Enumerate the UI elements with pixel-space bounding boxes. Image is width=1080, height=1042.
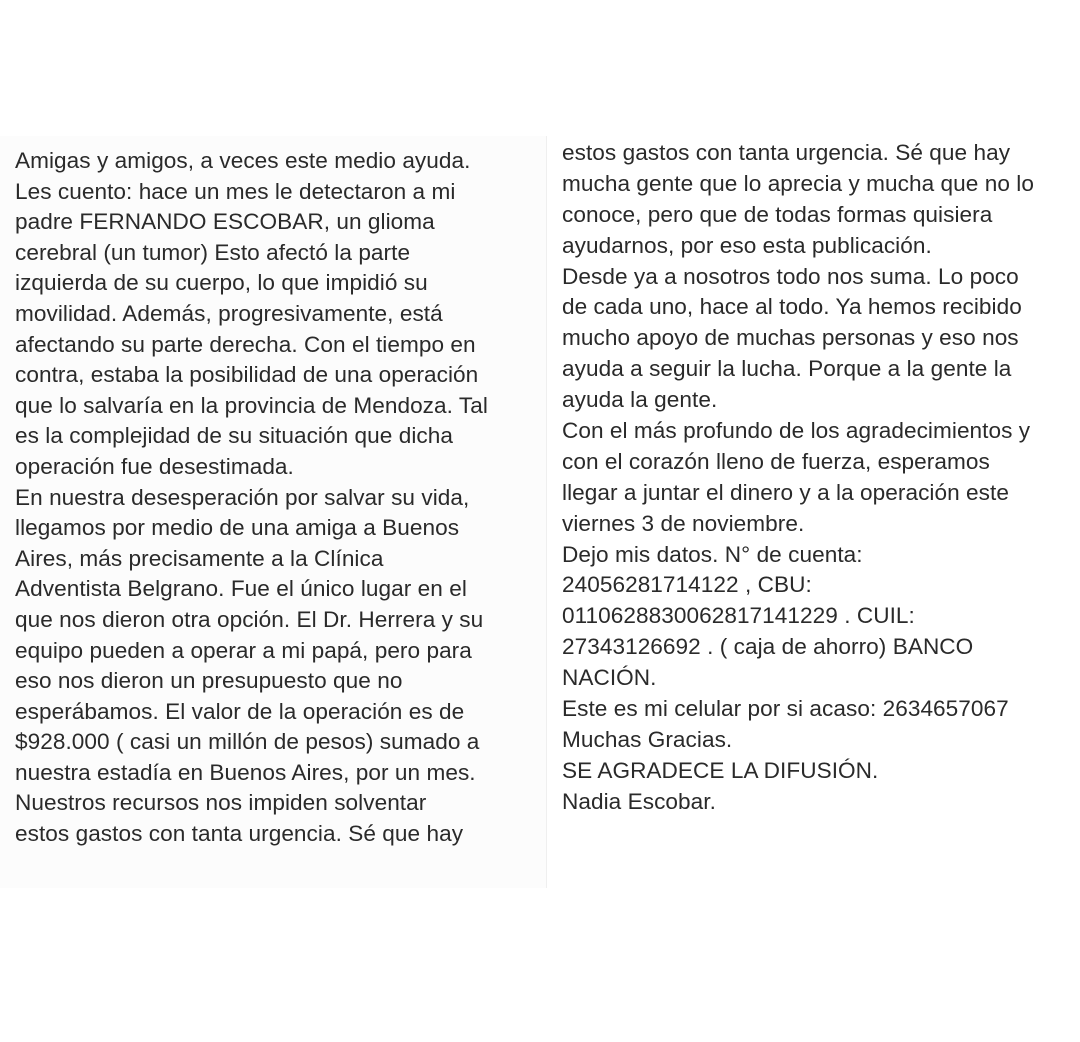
text-line: que nos dieron otra opción. El Dr. Herrera y su [15,606,484,632]
text-line: Este es mi celular por si acaso: 2634657067 [562,696,1009,722]
text-line: $928.000 ( casi un millón de pesos) sumado a [15,729,480,755]
text-line: viernes 3 de noviembre. [562,510,805,536]
text-line: conoce, pero que de todas formas quisiera [562,201,993,227]
text-line: movilidad. Además, progresivamente, está [15,300,443,326]
text-line: contra, estaba la posibilidad de una operación [15,362,479,388]
text-line: NACIÓN. [562,665,657,691]
text-line: Con el más profundo de los agradecimientos y [562,418,1031,444]
text-line: izquierda de su cuerpo, lo que impidió su [15,270,428,296]
text-line: Nuestros recursos nos impiden solventar [15,790,427,816]
text-line: eso nos dieron un presupuesto que no [15,668,403,694]
text-line: 01106288300628171412​29 . CUIL: [562,603,915,629]
text-line: llegamos por medio de una amiga a Buenos [15,515,460,541]
text-line: Les cuento: hace un mes le detectaron a mi [15,178,456,204]
left-text-lines [15,146,488,850]
text-line: padre FERNANDO ESCOBAR, un glioma [15,209,435,235]
text-line: Aires, más precisamente a la Clínica [15,545,384,571]
text-line: En nuestra desesperación por salvar su vida, [15,484,470,510]
text-line: SE AGRADECE LA DIFUSIÓN. [562,757,879,783]
text-line: Amigas y amigos, a veces este medio ayuda. [15,148,471,173]
right-text-lines [562,138,1034,818]
text-line: Desde ya a nosotros todo nos suma. Lo poco [562,263,1019,289]
text-line: es la complejidad de su situación que dicha [15,423,453,449]
text-line: de cada uno, hace al todo. Ya hemos recibido [562,294,1022,320]
text-line: nuestra estadía en Buenos Aires, por un mes. [15,759,476,785]
text-line: estos gastos con tanta urgencia. Sé que hay [562,140,1011,165]
text-line: equipo pueden a operar a mi papá, pero para [15,637,472,663]
text-line: 24056281714122 , CBU: [562,572,812,598]
text-line: mucha gente que lo aprecia y mucha que no lo [562,170,1034,196]
text-line: con el corazón lleno de fuerza, esperamos [562,448,990,474]
text-line: ayudarnos, por eso esta publicación. [562,232,932,258]
text-line: esperábamos. El valor de la operación es de [15,698,465,724]
text-line: ayuda a seguir la lucha. Porque a la gente la [562,356,1012,382]
text-line: Dejo mis datos. N° de cuenta: [562,541,863,567]
text-line: 27343126692 . ( caja de ahorro) BANCO [562,634,974,660]
text-line: llegar a juntar el dinero y a la operación este [562,479,1009,505]
text-line: ayuda la gente. [562,387,718,413]
text-line: mucho apoyo de muchas personas y eso nos [562,325,1019,351]
text-line: Muchas Gracias. [562,726,733,752]
text-line: cerebral (un tumor) Esto afectó la parte [15,239,411,265]
left-text-panel [0,136,547,888]
right-text-panel [549,120,1080,855]
text-line: que lo salvaría en la provincia de Mendoza. Tal [15,392,488,418]
text-line: Adventista Belgrano. Fue el único lugar en el [15,576,467,602]
text-line: estos gastos con tanta urgencia. Sé que hay [15,821,464,847]
text-line: afectando su parte derecha. Con el tiempo en [15,331,476,357]
text-line: Nadia Escobar. [562,788,716,814]
text-line: operación fue desestimada. [15,453,294,479]
